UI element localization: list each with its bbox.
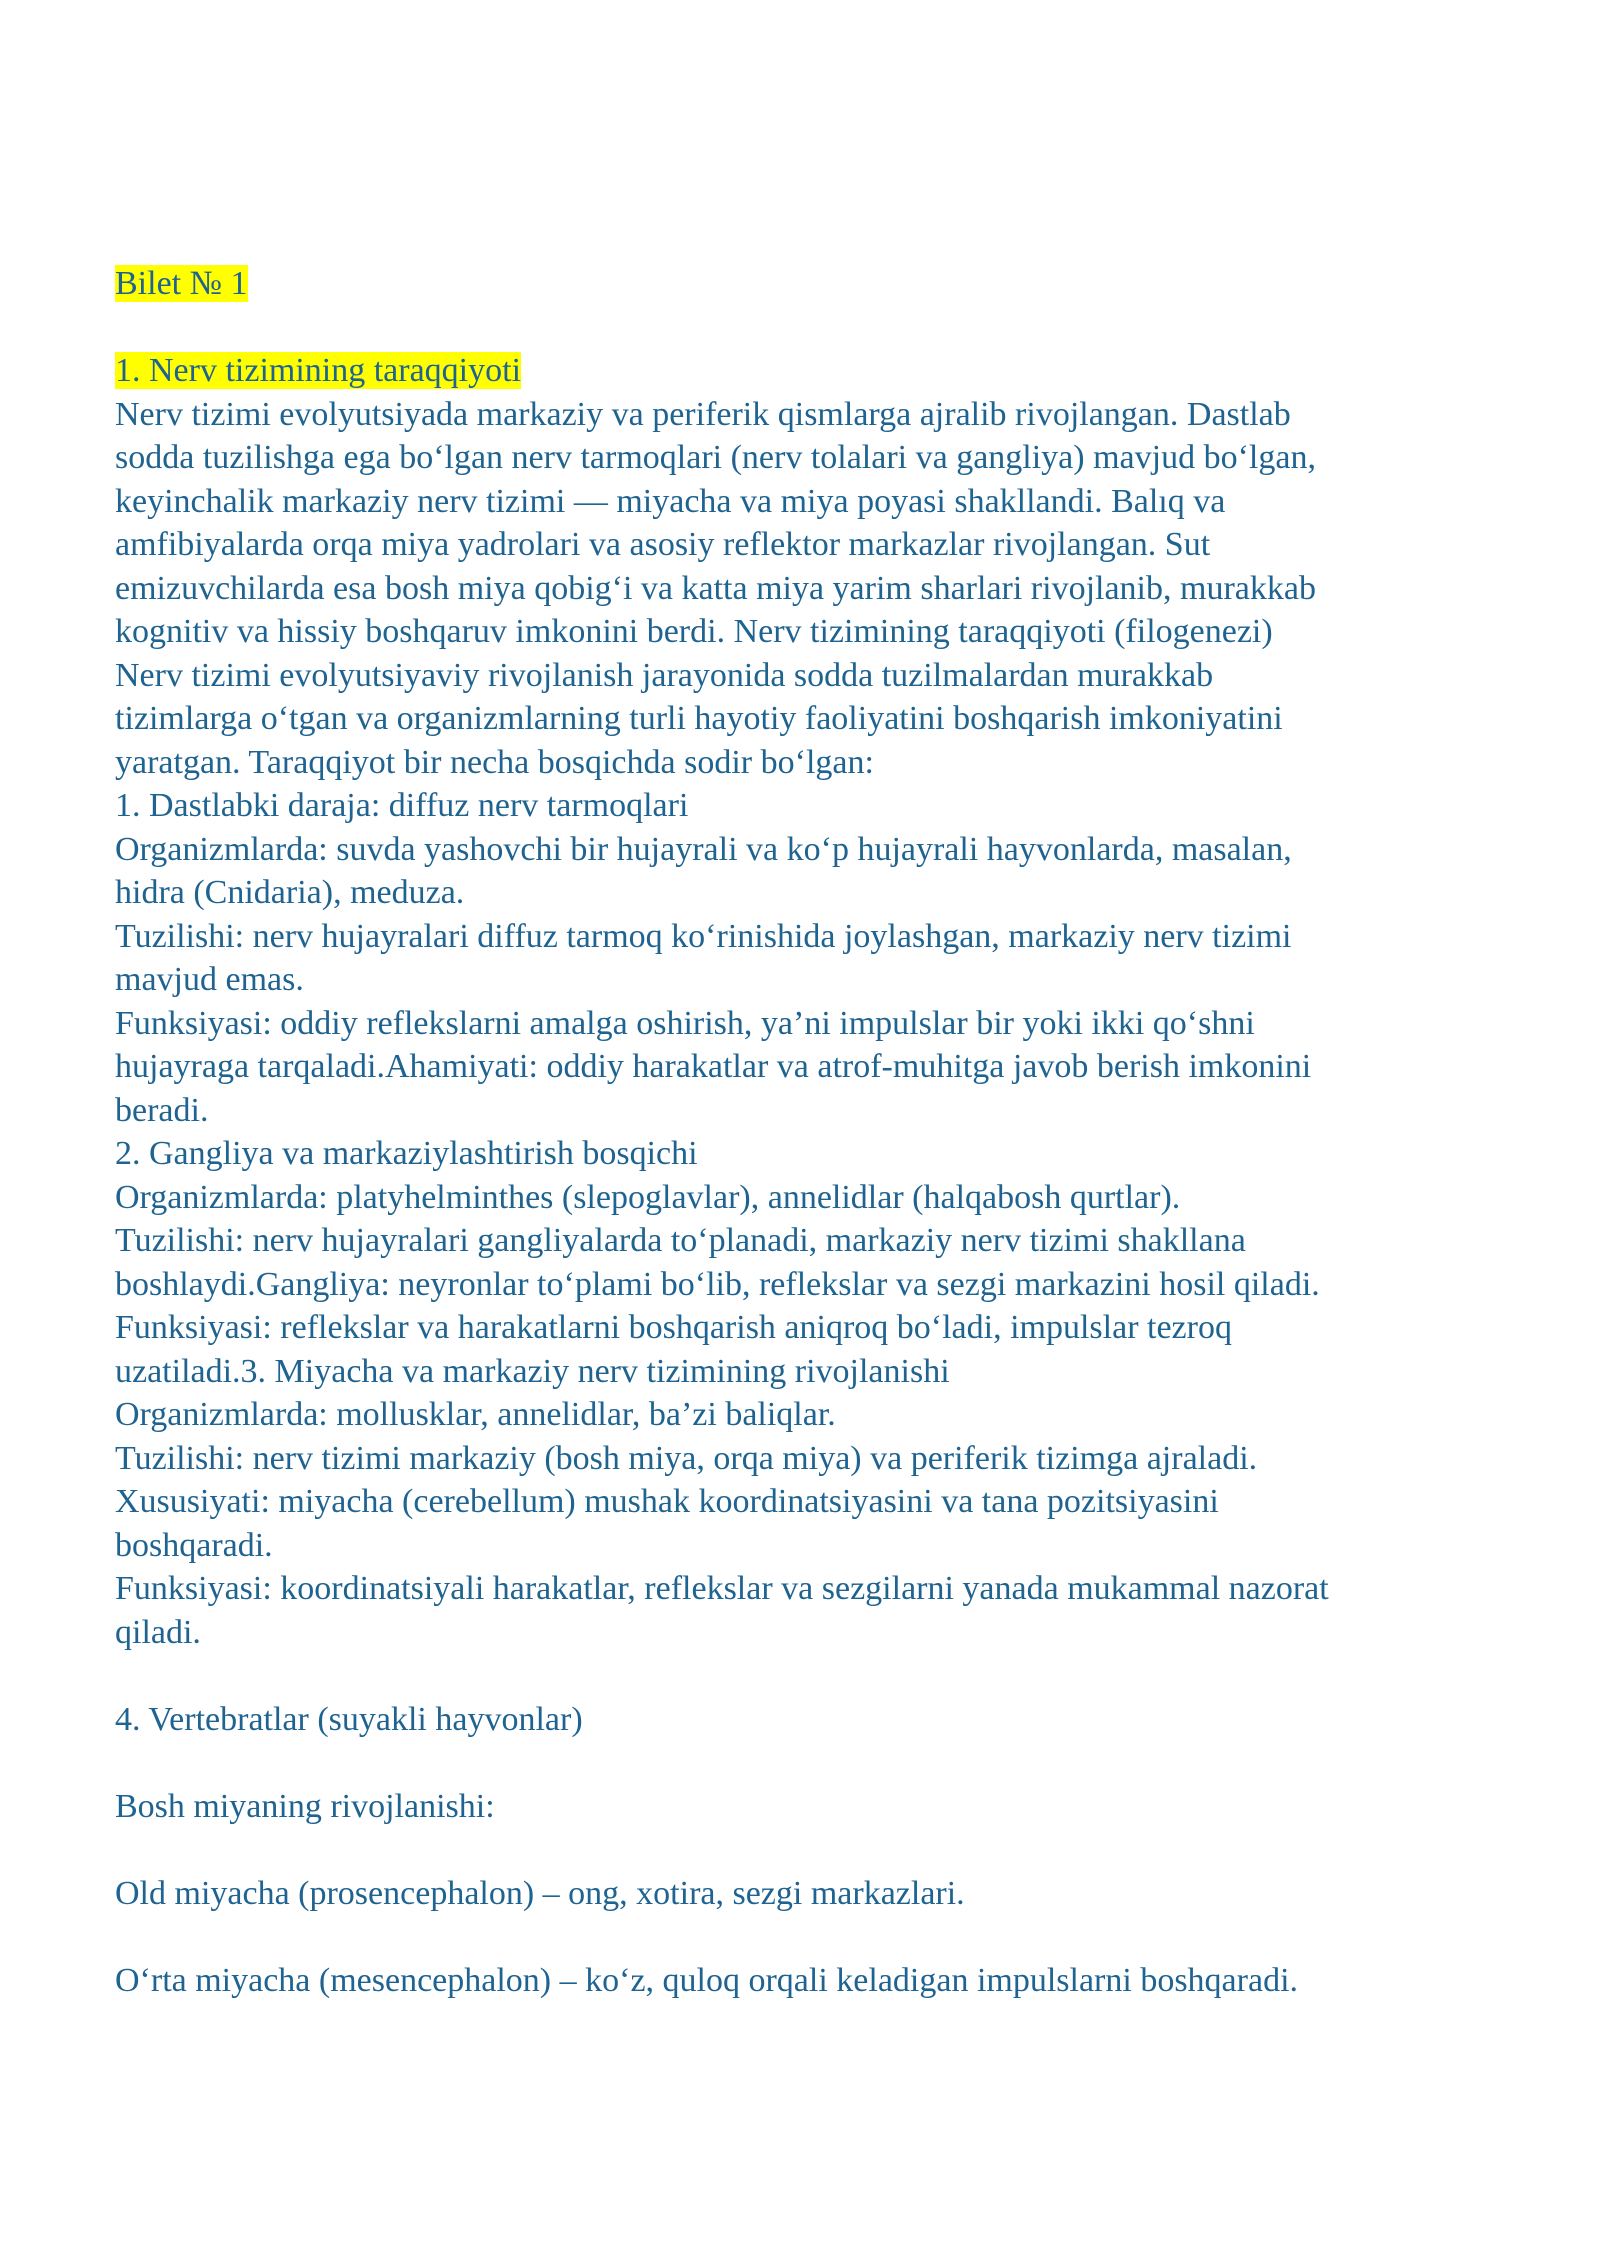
paragraph-forebrain: Old miyacha (prosencephalon) – ong, xotira, sezgi markazlari. bbox=[115, 1874, 965, 1912]
body-line: hidra (Cnidaria), meduza. bbox=[115, 874, 465, 911]
body-line: tizimlarga oʻtgan va organizmlarning turli hayotiy faoliyatini boshqarish imkoniyatini bbox=[115, 700, 1283, 737]
body-line: hujayraga tarqaladi.Ahamiyati: oddiy harakatlar va atrof-muhitga javob berish imkonini bbox=[115, 1048, 1312, 1085]
body-line: amfibiyalarda orqa miya yadrolari va asosiy reflektor markazlar rivojlangan. Sut bbox=[115, 526, 1211, 563]
body-line: uzatiladi.3. Miyacha va markaziy nerv tizimining rivojlanishi bbox=[115, 1352, 950, 1390]
body-line: mavjud emas. bbox=[115, 961, 304, 998]
ticket-title: Bilet № 1 bbox=[115, 265, 248, 302]
paragraph-brain-development: Bosh miyaning rivojlanishi: bbox=[115, 1787, 495, 1825]
body-line: sodda tuzilishga ega boʻlgan nerv tarmoqlari (nerv tolalari va gangliya) mavjud boʻlgan, bbox=[115, 439, 1316, 476]
body-line: Nerv tizimi evolyutsiyada markaziy va periferik qismlarga ajralib rivojlangan. Dastlab bbox=[115, 395, 1291, 433]
paragraph-vertebrates: 4. Vertebratlar (suyakli hayvonlar) bbox=[115, 1700, 583, 1738]
blank-line bbox=[115, 1654, 1500, 1698]
body-line: emizuvchilarda esa bosh miya qobigʻi va katta miya yarim sharlari rivojlanib, murakkab bbox=[115, 569, 1316, 607]
section-title-line bbox=[115, 349, 1500, 393]
body-line: keyinchalik markaziy nerv tizimi — miyacha va miya poyasi shakllandi. Balıq va bbox=[115, 482, 1226, 520]
body-line: Funksiyasi: oddiy reflekslarni amalga oshirish, ya’ni impulslar bir yoki ikki qoʻshni bbox=[115, 1004, 1255, 1042]
body-line: Funksiyasi: koordinatsiyali harakatlar, reflekslar va sezgilarni yanada mukammal nazorat bbox=[115, 1570, 1329, 1607]
section-title: 1. Nerv tizimining taraqqiyoti bbox=[115, 352, 522, 389]
body-line: Xususiyati: miyacha (cerebellum) mushak koordinatsiyasini va tana pozitsiyasini bbox=[115, 1483, 1219, 1520]
document-page bbox=[115, 262, 1500, 2002]
body-line: Tuzilishi: nerv hujayralari gangliyalarda toʻplanadi, markaziy nerv tizimi shakllana bbox=[115, 1222, 1246, 1259]
blank-line bbox=[115, 1741, 1500, 1785]
blank-line bbox=[115, 1828, 1500, 1872]
body-line: 2. Gangliya va markaziylashtirish bosqichi bbox=[115, 1135, 698, 1172]
paragraph-midbrain: Oʻrta miyacha (mesencephalon) – koʻz, quloq orqali keladigan impulslarni boshqaradi. bbox=[115, 1961, 1299, 1999]
body-line: qiladi. bbox=[115, 1613, 201, 1651]
body-line: 1. Dastlabki daraja: diffuz nerv tarmoqlari bbox=[115, 787, 689, 824]
body-line: Organizmlarda: platyhelminthes (slepoglavlar), annelidlar (halqabosh qurtlar). bbox=[115, 1178, 1181, 1216]
ticket-title-line bbox=[115, 262, 1500, 306]
blank-line bbox=[115, 1915, 1500, 1959]
body-line: boshlaydi.Gangliya: neyronlar toʻplami boʻlib, reflekslar va sezgi markazini hosil qiladi. bbox=[115, 1265, 1320, 1303]
body-line: kognitiv va hissiy boshqaruv imkonini berdi. Nerv tizimining taraqqiyoti (filogenezi) bbox=[115, 613, 1273, 650]
body-line: beradi. bbox=[115, 1091, 209, 1129]
body-line: Tuzilishi: nerv hujayralari diffuz tarmoq koʻrinishida joylashgan, markaziy nerv tizimi bbox=[115, 917, 1292, 955]
body-line: Organizmlarda: suvda yashovchi bir hujayrali va koʻp hujayrali hayvonlarda, masalan, bbox=[115, 830, 1292, 868]
body-line: Nerv tizimi evolyutsiyaviy rivojlanish jarayonida sodda tuzilmalardan murakkab bbox=[115, 656, 1214, 694]
body-line: boshqaradi. bbox=[115, 1526, 273, 1564]
body-line: yaratgan. Taraqqiyot bir necha bosqichda sodir boʻlgan: bbox=[115, 743, 874, 781]
body-line: Tuzilishi: nerv tizimi markaziy (bosh miya, orqa miya) va periferik tizimga ajraladi. bbox=[115, 1439, 1258, 1477]
blank-line bbox=[115, 306, 1500, 350]
body-line: Organizmlarda: mollusklar, annelidlar, ba’zi baliqlar. bbox=[115, 1396, 836, 1433]
body-line: Funksiyasi: reflekslar va harakatlarni boshqarish aniqroq boʻladi, impulslar tezroq bbox=[115, 1309, 1232, 1346]
